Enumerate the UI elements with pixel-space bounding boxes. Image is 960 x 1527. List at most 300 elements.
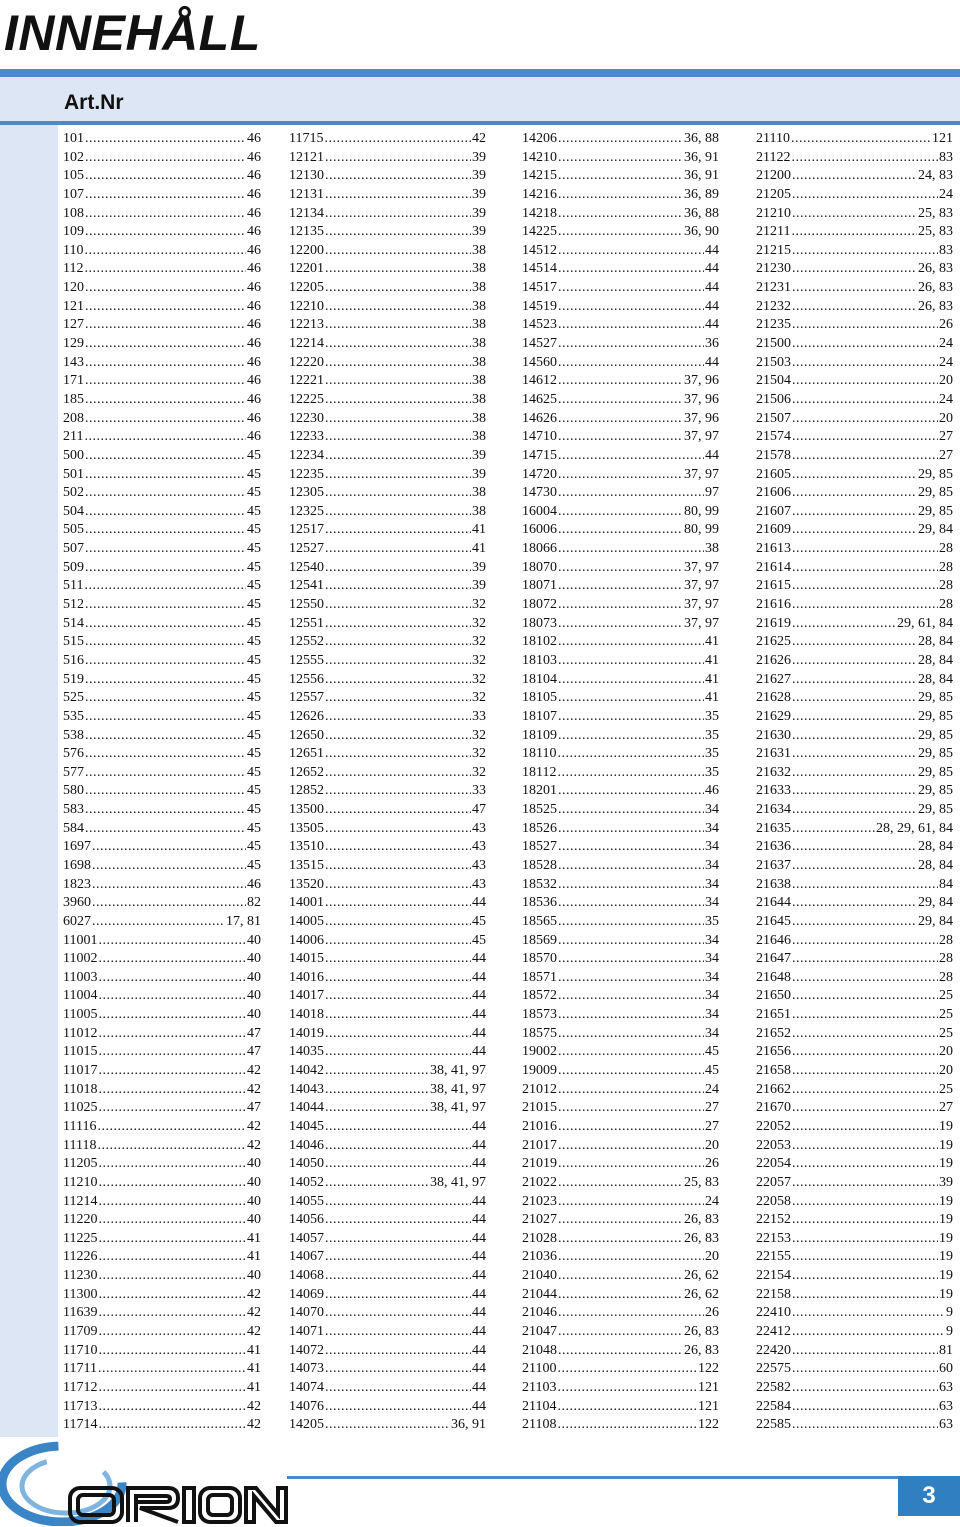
dot-leader [85, 633, 246, 652]
dot-leader [85, 708, 246, 727]
article-number: 21616 [756, 597, 791, 613]
index-entry [522, 1248, 719, 1267]
article-number: 22052 [756, 1118, 791, 1134]
page-reference: 122 [698, 1417, 719, 1433]
article-number: 19009 [522, 1063, 557, 1079]
index-entry [756, 1342, 953, 1361]
index-entry [522, 223, 719, 242]
article-number: 21646 [756, 932, 791, 948]
article-number: 535 [63, 708, 84, 724]
dot-leader [92, 838, 246, 857]
article-number: 11709 [63, 1324, 98, 1339]
orion-logo [0, 1440, 290, 1526]
index-entry [522, 596, 719, 615]
index-entry [756, 857, 953, 876]
article-number: 21036 [522, 1249, 557, 1265]
article-number: 22057 [756, 1174, 791, 1190]
page-reference: 38 [472, 298, 486, 314]
article-number: 21638 [756, 876, 791, 892]
dot-leader [325, 782, 471, 801]
dot-leader [97, 1137, 246, 1156]
article-number: 21607 [756, 503, 791, 519]
article-number: 21211 [756, 224, 791, 240]
index-entry [522, 745, 719, 764]
article-number: 12650 [289, 727, 324, 743]
dot-leader [558, 484, 704, 503]
dot-leader [325, 764, 471, 783]
page-reference: 45 [247, 522, 261, 538]
page-reference: 41 [705, 634, 719, 650]
index-entry [289, 838, 486, 857]
dot-leader [792, 1025, 938, 1044]
index-entry [756, 1118, 953, 1137]
page-reference: 26 [705, 1305, 719, 1321]
article-number: 11712 [63, 1379, 98, 1395]
article-number: 12213 [289, 317, 324, 333]
dot-leader [85, 503, 246, 522]
dot-leader [792, 484, 917, 503]
article-number: 21625 [756, 634, 791, 650]
page-reference: 20 [705, 1137, 719, 1153]
dot-leader [325, 1099, 429, 1118]
index-entry [289, 1286, 486, 1305]
dot-leader [558, 521, 683, 540]
dot-leader [558, 559, 683, 578]
index-entry [522, 149, 719, 168]
article-number: 14072 [289, 1342, 324, 1358]
dot-leader [558, 1025, 704, 1044]
page-reference: 45 [247, 727, 261, 743]
index-entry [756, 186, 953, 205]
index-entry [289, 521, 486, 540]
dot-leader [325, 1025, 471, 1044]
article-number: 18571 [522, 969, 557, 985]
article-number: 512 [63, 597, 84, 613]
dot-leader [558, 372, 683, 391]
article-number: 21108 [522, 1417, 557, 1433]
page-reference: 37, 97 [684, 615, 719, 631]
page-reference: 25 [939, 1025, 953, 1041]
index-entry [289, 652, 486, 671]
dot-leader [325, 205, 471, 224]
index-entry [756, 1099, 953, 1118]
index-entry [289, 1323, 486, 1342]
article-number: 14070 [289, 1305, 324, 1321]
article-number: 21635 [756, 820, 791, 836]
dot-leader [85, 559, 246, 578]
index-entry [63, 260, 261, 279]
index-entry [289, 1248, 486, 1267]
page-reference: 38, 41, 97 [430, 1174, 486, 1190]
page-reference: 19 [939, 1286, 953, 1302]
page-reference: 45 [247, 783, 261, 799]
dot-leader [325, 876, 471, 895]
page-reference: 26, 83 [684, 1324, 719, 1339]
dot-leader [85, 447, 246, 466]
page-reference: 32 [472, 671, 486, 687]
dot-leader [558, 279, 704, 298]
index-entry [522, 1025, 719, 1044]
dot-leader [325, 596, 471, 615]
article-number: 12225 [289, 391, 324, 407]
article-number: 14044 [289, 1100, 324, 1116]
index-entry [756, 1379, 953, 1398]
dot-leader [325, 149, 471, 168]
page-reference: 45 [247, 652, 261, 668]
article-number: 500 [63, 447, 84, 463]
dot-leader [792, 1267, 938, 1286]
dot-leader [558, 1118, 704, 1137]
index-entry [756, 745, 953, 764]
page-reference: 44 [705, 261, 719, 277]
article-number: 22585 [756, 1417, 791, 1433]
dot-leader [558, 969, 704, 988]
index-entry [63, 633, 261, 652]
index-entry [289, 801, 486, 820]
article-number: 21235 [756, 317, 791, 333]
index-entry [289, 428, 486, 447]
dot-leader [558, 186, 683, 205]
page-reference: 26, 83 [918, 280, 953, 296]
dot-leader [792, 335, 938, 354]
dot-leader [325, 708, 471, 727]
index-entry [756, 596, 953, 615]
dot-leader [557, 1379, 697, 1398]
article-number: 21232 [756, 298, 791, 314]
page-reference: 26 [939, 317, 953, 333]
page-reference: 38 [472, 391, 486, 407]
index-entry [522, 372, 719, 391]
page-reference: 121 [698, 1379, 719, 1395]
dot-leader [792, 708, 917, 727]
article-number: 11017 [63, 1063, 98, 1079]
dot-leader [325, 987, 471, 1006]
dot-leader [85, 354, 246, 373]
article-number: 12233 [289, 429, 324, 445]
index-entry [756, 447, 953, 466]
article-number: 21047 [522, 1324, 557, 1339]
page-reference: 32 [472, 634, 486, 650]
dot-leader [325, 242, 471, 261]
index-entry [522, 447, 719, 466]
article-number: 21670 [756, 1100, 791, 1116]
index-entry [289, 335, 486, 354]
dot-leader [325, 857, 471, 876]
article-number: 14519 [522, 298, 557, 314]
page-reference: 24 [939, 186, 953, 202]
page-reference: 45 [247, 820, 261, 836]
index-entry [289, 689, 486, 708]
page-reference: 29, 85 [918, 485, 953, 501]
page-reference: 60 [939, 1361, 953, 1377]
article-number: 21629 [756, 708, 791, 724]
dot-leader [98, 1416, 246, 1435]
page-reference: 26 [705, 1156, 719, 1172]
dot-leader [325, 633, 471, 652]
page-reference: 46 [247, 336, 261, 352]
index-entry [756, 167, 953, 186]
index-entry [756, 1211, 953, 1230]
dot-leader [558, 950, 704, 969]
page-reference: 37, 96 [684, 373, 719, 389]
article-number: 13515 [289, 857, 324, 873]
page-reference: 83 [939, 149, 953, 165]
dot-leader [325, 1118, 471, 1137]
page-reference: 43 [472, 839, 486, 855]
index-entry [289, 503, 486, 522]
article-number: 11220 [63, 1212, 98, 1228]
page-reference: 45 [247, 708, 261, 724]
page-reference: 44 [472, 1268, 486, 1284]
dot-leader [558, 1137, 704, 1156]
index-entry [289, 260, 486, 279]
page-reference: 9 [946, 1324, 953, 1339]
article-number: 14050 [289, 1156, 324, 1172]
index-entry [756, 1193, 953, 1212]
article-number: 11004 [63, 988, 98, 1004]
article-number: 21630 [756, 727, 791, 743]
index-entry [289, 186, 486, 205]
page-reference: 34 [705, 857, 719, 873]
article-number: 18070 [522, 559, 557, 575]
page-reference: 38 [472, 317, 486, 333]
index-entry [63, 242, 261, 261]
index-entry [63, 1193, 261, 1212]
dot-leader [792, 876, 938, 895]
dot-leader [792, 950, 938, 969]
page-reference: 29, 85 [918, 466, 953, 482]
article-number: 11002 [63, 951, 98, 967]
dot-leader [792, 167, 917, 186]
dot-leader [325, 652, 471, 671]
article-number: 22152 [756, 1212, 791, 1228]
dot-leader [85, 801, 246, 820]
article-number: 18573 [522, 1007, 557, 1023]
page-reference: 34 [705, 951, 719, 967]
index-entry [63, 521, 261, 540]
dot-leader [558, 894, 704, 913]
dot-leader [98, 1062, 246, 1081]
index-entry [289, 149, 486, 168]
page-reference: 19 [939, 1156, 953, 1172]
index-entry [522, 894, 719, 913]
index-entry [756, 950, 953, 969]
index-entry [756, 652, 953, 671]
page-reference: 26, 83 [684, 1230, 719, 1246]
index-entry [756, 540, 953, 559]
index-entry [63, 1267, 261, 1286]
page-reference: 29, 85 [918, 746, 953, 762]
page-reference: 45 [247, 578, 261, 594]
article-number: 21028 [522, 1230, 557, 1246]
index-entry [63, 950, 261, 969]
article-number: 21231 [756, 280, 791, 296]
index-entry [522, 577, 719, 596]
page-reference: 45 [247, 671, 261, 687]
article-number: 12234 [289, 447, 324, 463]
article-number: 18072 [522, 597, 557, 613]
article-number: 584 [63, 820, 84, 836]
page-reference: 38 [472, 410, 486, 426]
article-number: 12235 [289, 466, 324, 482]
dot-leader [85, 596, 246, 615]
dot-leader [792, 615, 896, 634]
article-number: 14069 [289, 1286, 324, 1302]
dot-leader [792, 969, 938, 988]
index-entry [522, 1360, 719, 1379]
article-number: 18109 [522, 727, 557, 743]
index-entry [289, 559, 486, 578]
article-number: 11005 [63, 1007, 98, 1023]
page-reference: 39 [472, 205, 486, 221]
index-entry [63, 372, 261, 391]
page-reference: 34 [705, 839, 719, 855]
index-entry [522, 727, 719, 746]
index-entry [289, 391, 486, 410]
index-entry [756, 932, 953, 951]
article-number: 1698 [63, 857, 91, 873]
dot-leader [325, 466, 471, 485]
dot-leader [558, 466, 683, 485]
article-number: 505 [63, 522, 84, 538]
page-reference: 38 [472, 261, 486, 277]
page-reference: 45 [247, 839, 261, 855]
index-entry [289, 1230, 486, 1249]
article-number: 21046 [522, 1305, 557, 1321]
page-reference: 47 [247, 1100, 261, 1116]
index-entry [289, 764, 486, 783]
page-reference: 35 [705, 727, 719, 743]
page-reference: 37, 97 [684, 429, 719, 445]
article-number: 18110 [522, 746, 557, 762]
index-column-2 [289, 130, 486, 1435]
index-entry [522, 801, 719, 820]
dot-leader [558, 316, 704, 335]
index-entry [63, 1081, 261, 1100]
article-number: 121 [63, 298, 84, 314]
dot-leader [325, 1360, 471, 1379]
dot-leader [325, 1398, 471, 1417]
dot-leader [792, 633, 917, 652]
article-number: 11230 [63, 1268, 98, 1284]
dot-leader [558, 876, 704, 895]
article-number: 21040 [522, 1268, 557, 1284]
article-number: 21103 [522, 1379, 557, 1395]
dot-leader [558, 1006, 704, 1025]
article-number: 12130 [289, 168, 324, 184]
page-reference: 122 [698, 1361, 719, 1377]
index-column-3 [522, 130, 719, 1435]
index-entry [289, 279, 486, 298]
page-reference: 46 [247, 280, 261, 296]
article-number: 211 [63, 429, 84, 445]
index-entry [756, 615, 953, 634]
index-entry [63, 186, 261, 205]
dot-leader [792, 1062, 938, 1081]
article-number: 14056 [289, 1212, 324, 1228]
dot-leader [792, 764, 917, 783]
index-entry [756, 316, 953, 335]
index-entry [289, 1304, 486, 1323]
dot-leader [558, 652, 704, 671]
dot-leader [325, 335, 471, 354]
dot-leader [792, 913, 917, 932]
article-number: 101 [63, 131, 84, 146]
dot-leader [325, 913, 471, 932]
index-entry [63, 279, 261, 298]
dot-leader [792, 1081, 938, 1100]
article-number: 18527 [522, 839, 557, 855]
index-entry [289, 242, 486, 261]
page-reference: 44 [705, 354, 719, 370]
article-number: 18201 [522, 783, 557, 799]
page-reference: 20 [939, 1063, 953, 1079]
dot-leader [325, 615, 471, 634]
dot-leader [325, 316, 471, 335]
dot-leader [85, 205, 246, 224]
page-reference: 27 [939, 429, 953, 445]
page-reference: 38 [472, 280, 486, 296]
page-reference: 36, 90 [684, 224, 719, 240]
article-number: 515 [63, 634, 84, 650]
page-reference: 46 [247, 354, 261, 370]
dot-leader [558, 242, 704, 261]
page-reference: 121 [932, 131, 953, 146]
article-number: 22053 [756, 1137, 791, 1153]
article-number: 12325 [289, 503, 324, 519]
article-number: 13505 [289, 820, 324, 836]
index-entry [289, 1267, 486, 1286]
page-reference: 46 [247, 149, 261, 165]
dot-leader [558, 596, 683, 615]
dot-leader [325, 559, 471, 578]
index-entry [63, 335, 261, 354]
dot-leader [325, 1230, 471, 1249]
article-number: 14074 [289, 1379, 324, 1395]
index-entry [522, 242, 719, 261]
dot-leader [325, 167, 471, 186]
index-entry [522, 130, 719, 149]
page-reference: 42 [247, 1305, 261, 1321]
article-number: 21626 [756, 652, 791, 668]
index-entry [522, 987, 719, 1006]
article-number: 21017 [522, 1137, 557, 1153]
article-number: 21609 [756, 522, 791, 538]
article-number: 127 [63, 317, 84, 333]
dot-leader [325, 428, 471, 447]
dot-leader [98, 1230, 246, 1249]
page-reference: 42 [247, 1398, 261, 1414]
article-number: 12541 [289, 578, 324, 594]
index-entry [63, 428, 261, 447]
dot-leader [792, 1155, 938, 1174]
article-number: 14071 [289, 1324, 324, 1339]
article-number: 21645 [756, 913, 791, 929]
page-reference: 17, 81 [226, 913, 261, 929]
article-number: 21647 [756, 951, 791, 967]
index-entry [63, 1398, 261, 1417]
dot-leader [558, 503, 683, 522]
index-entry [63, 932, 261, 951]
dot-leader [85, 167, 246, 186]
article-number: 109 [63, 224, 84, 240]
page-reference: 34 [705, 895, 719, 911]
dot-leader [98, 950, 246, 969]
page-reference: 44 [472, 988, 486, 1004]
article-number: 21614 [756, 559, 791, 575]
dot-leader [792, 1118, 938, 1137]
index-entry [756, 820, 953, 839]
